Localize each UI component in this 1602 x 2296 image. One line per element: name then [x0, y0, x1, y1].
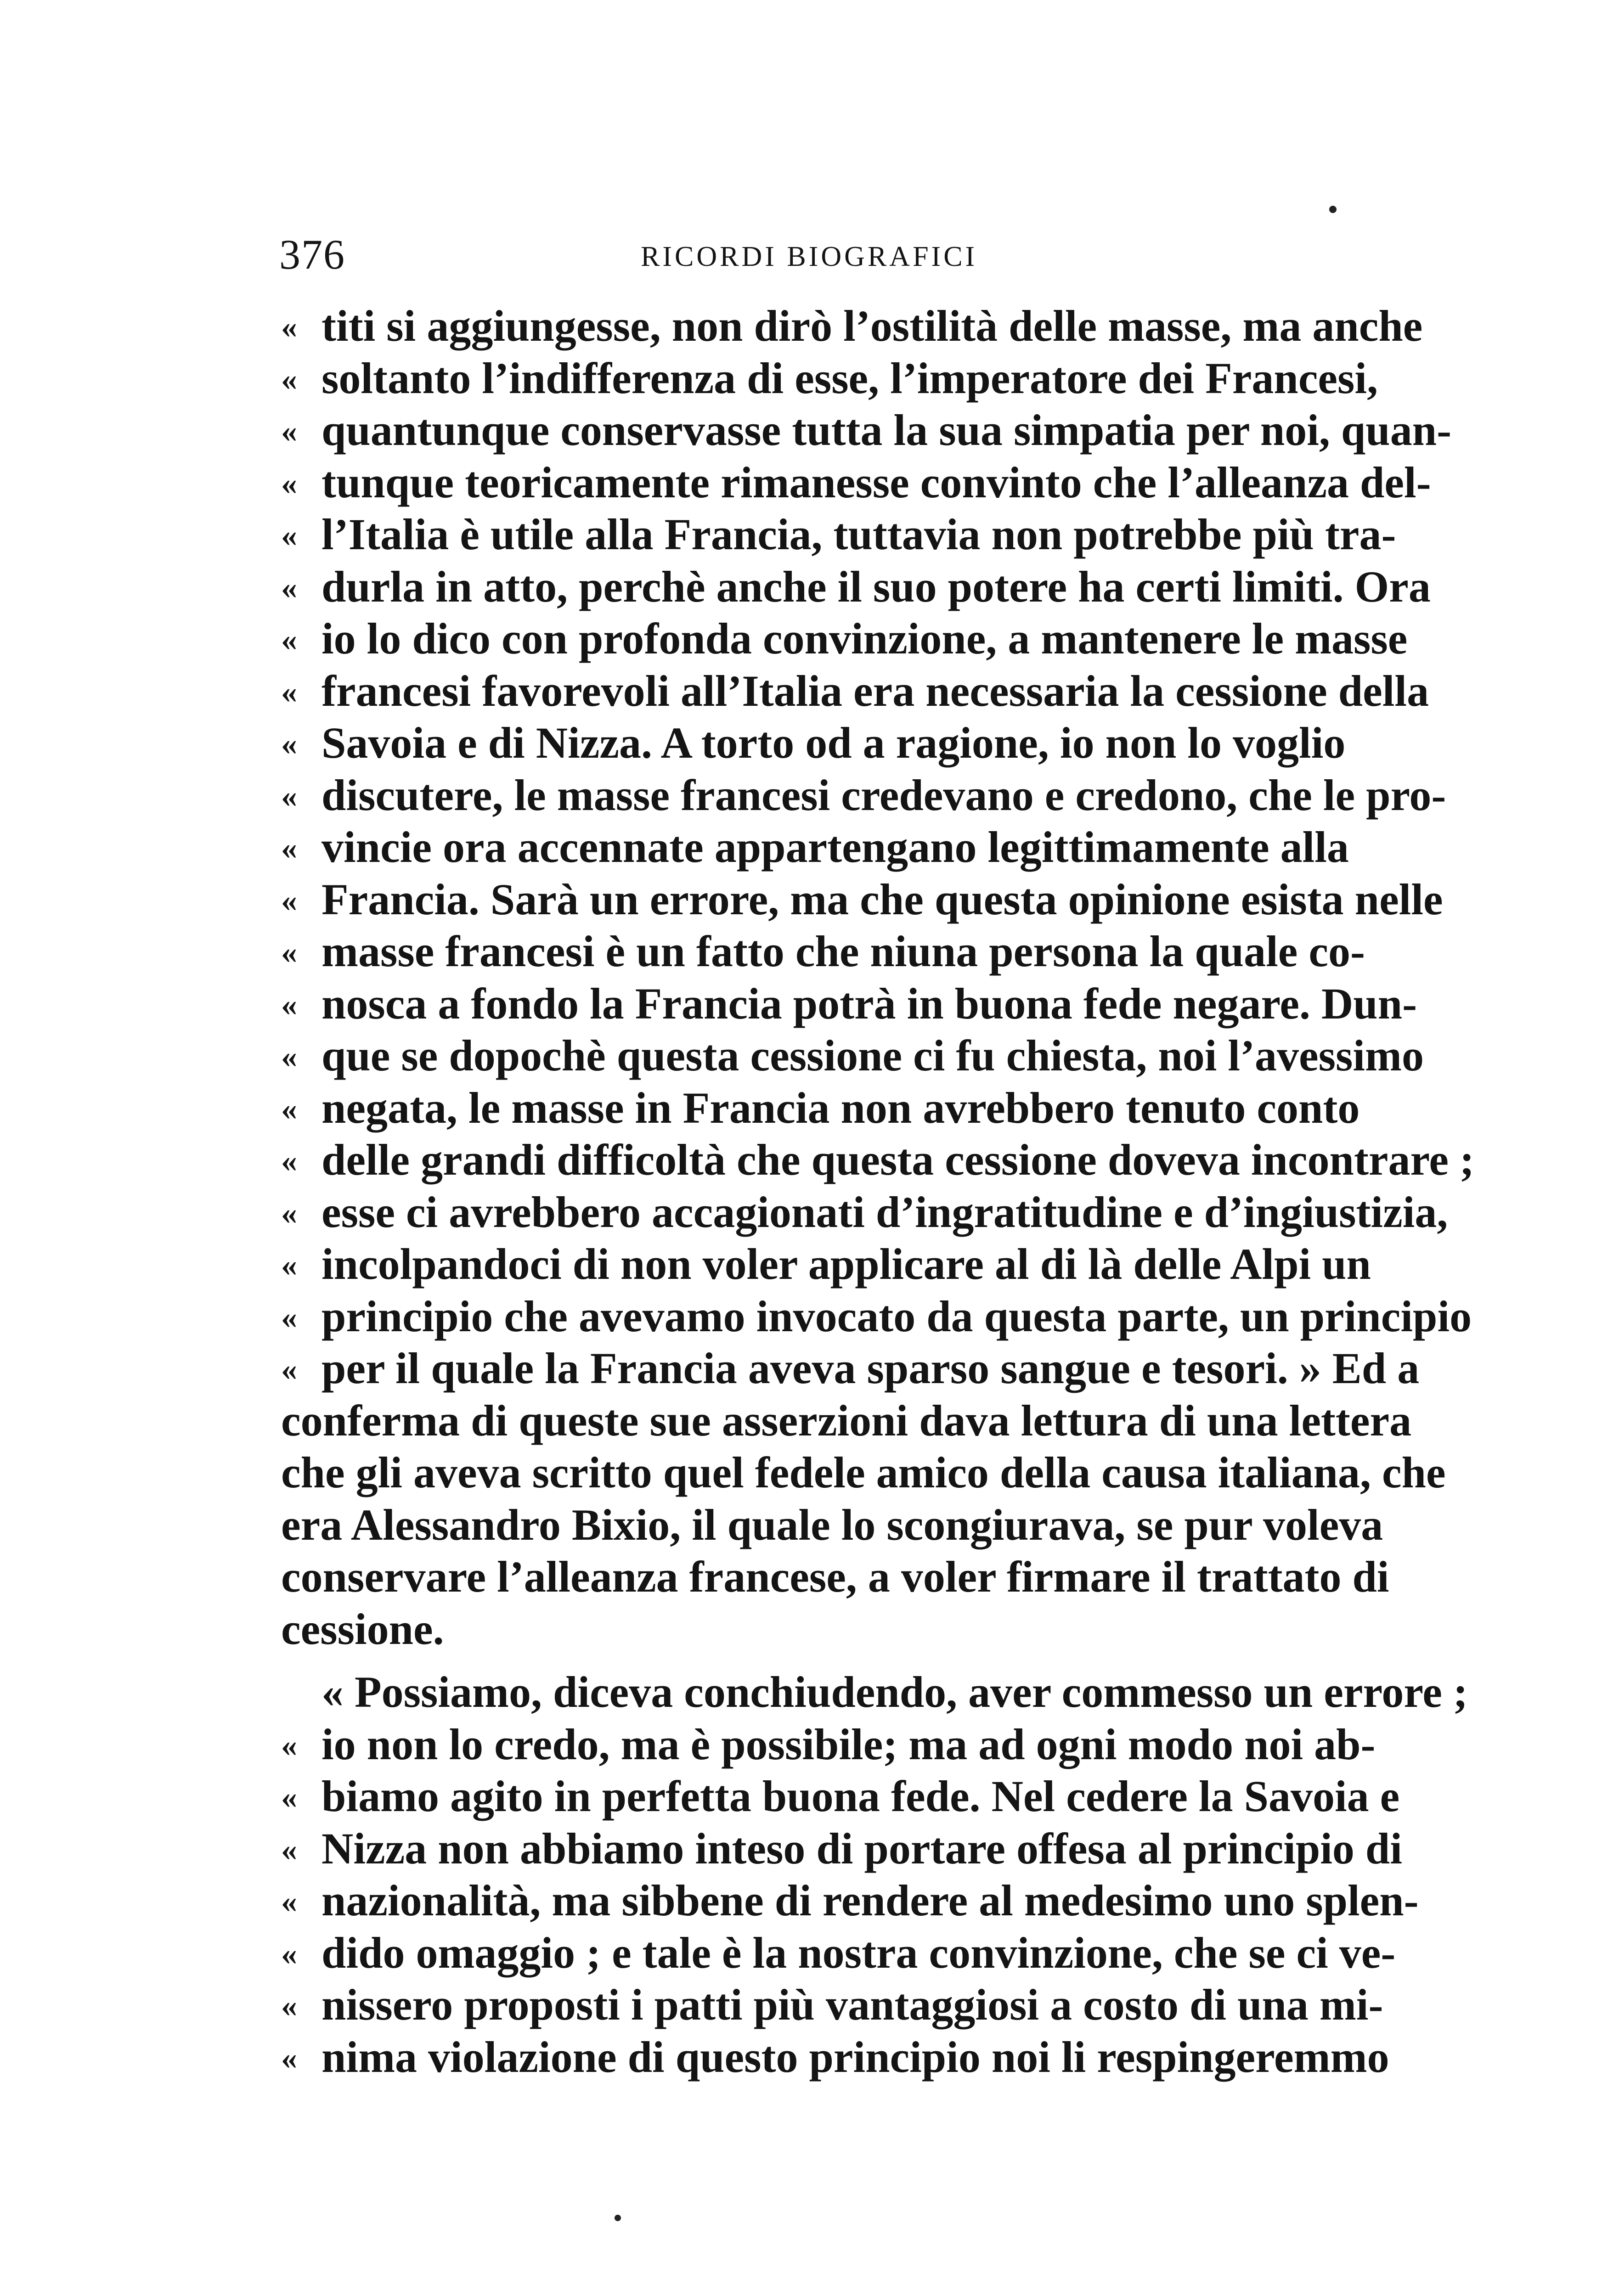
quote-mark: «	[281, 1780, 297, 1815]
quote-mark: «	[281, 361, 297, 397]
text-line: io non lo credo, ma è possibile; ma ad ogni modo noi ab-	[322, 1719, 1376, 1769]
text-line: l’Italia è utile alla Francia, tuttavia non potrebbe più tra-	[322, 510, 1396, 559]
text-line: delle grandi difficoltà che questa cessione doveva incontrare ;	[322, 1135, 1474, 1184]
quote-mark: «	[281, 778, 297, 814]
text-line: masse francesi è un fatto che niuna persona la quale co-	[322, 927, 1365, 976]
quote-mark: «	[281, 883, 297, 918]
text-line: que se dopochè questa cessione ci fu chiesta, noi l’avessimo	[322, 1031, 1424, 1080]
text-line: « Possiamo, diceva conchiudendo, aver commesso un errore ;	[322, 1667, 1468, 1716]
text-line: incolpandoci di non voler applicare al di là delle Alpi un	[322, 1239, 1371, 1289]
ink-speck	[1329, 206, 1337, 213]
quote-mark: «	[281, 2040, 297, 2076]
page-number: 376	[279, 231, 345, 278]
quote-mark: «	[281, 1728, 297, 1763]
text-line: vincie ora accennate appartengano legittimamente alla	[322, 822, 1349, 872]
quote-mark: «	[281, 1039, 297, 1075]
quote-mark: «	[281, 1936, 297, 1972]
running-head: RICORDI BIOGRAFICI	[641, 241, 978, 272]
quote-mark: «	[281, 1300, 297, 1335]
text-line: io lo dico con profonda convinzione, a mantenere le masse	[322, 614, 1408, 663]
quote-mark: «	[281, 1248, 297, 1283]
text-line: tunque teoricamente rimanesse convinto che l’alleanza del-	[322, 457, 1431, 507]
text-line: Francia. Sarà un errore, ma che questa opinione esista nelle	[322, 874, 1443, 924]
text-line: negata, le masse in Francia non avrebbero tenuto conto	[322, 1083, 1360, 1132]
text-line: Nizza non abbiamo inteso di portare offesa al principio di	[322, 1823, 1402, 1873]
quote-mark: «	[281, 831, 297, 866]
text-line: nosca a fondo la Francia potrà in buona fede negare. Dun-	[322, 979, 1417, 1028]
text-line: esse ci avrebbero accagionati d’ingratitudine e d’ingiustizia,	[322, 1187, 1448, 1237]
text-line: conservare l’alleanza francese, a voler firmare il trattato di	[281, 1552, 1389, 1601]
text-line: che gli aveva scritto quel fedele amico della causa italiana, che	[281, 1448, 1446, 1497]
quote-mark: «	[281, 1091, 297, 1127]
text-line: conferma di queste sue asserzioni dava lettura di una lettera	[281, 1396, 1412, 1445]
ink-speck	[615, 2215, 621, 2221]
text-line: durla in atto, perchè anche il suo potere ha certi limiti. Ora	[322, 562, 1431, 611]
quote-mark: «	[281, 935, 297, 970]
text-line: principio che avevamo invocato da questa parte, un principio	[322, 1291, 1472, 1341]
quote-mark: «	[281, 1832, 297, 1868]
text-line: nissero proposti i patti più vantaggiosi a costo di una mi-	[322, 1980, 1383, 2029]
quote-mark: «	[281, 570, 297, 606]
quote-mark: «	[281, 1143, 297, 1179]
text-line: dido omaggio ; e tale è la nostra convinzione, che se ci ve-	[322, 1928, 1396, 1977]
quote-mark: «	[281, 726, 297, 762]
quote-mark: «	[281, 414, 297, 449]
text-line: nazionalità, ma sibbene di rendere al medesimo uno splen-	[322, 1876, 1419, 1925]
quote-mark: «	[281, 310, 297, 345]
quote-mark: «	[281, 987, 297, 1023]
text-line: per il quale la Francia aveva sparso sangue e tesori. » Ed a	[322, 1344, 1420, 1393]
quote-mark: «	[281, 1884, 297, 1919]
quote-mark: «	[281, 466, 297, 501]
text-line: quantunque conservasse tutta la sua simpatia per noi, quan-	[322, 405, 1452, 455]
quote-mark: «	[281, 1352, 297, 1387]
quote-mark: «	[281, 1988, 297, 2024]
text-line: cessione.	[281, 1604, 444, 1654]
text-line: era Alessandro Bixio, il quale lo scongiurava, se pur voleva	[281, 1500, 1383, 1549]
text-line: discutere, le masse francesi credevano e credono, che le pro-	[322, 770, 1446, 820]
quote-mark: «	[281, 1195, 297, 1231]
text-line: Savoia e di Nizza. A torto od a ragione, io non lo voglio	[322, 718, 1346, 767]
text-line: nima violazione di questo principio noi li respingeremmo	[322, 2032, 1389, 2082]
text-line: titi si aggiungesse, non dirò l’ostilità delle masse, ma anche	[322, 301, 1423, 350]
text-line: francesi favorevoli all’Italia era necessaria la cessione della	[322, 666, 1429, 715]
quote-mark: «	[281, 674, 297, 710]
text-line: biamo agito in perfetta buona fede. Nel cedere la Savoia e	[322, 1772, 1400, 1821]
text-line: soltanto l’indifferenza di esse, l’imperatore dei Francesi,	[322, 353, 1378, 403]
quote-mark: «	[281, 622, 297, 658]
quote-mark: «	[281, 518, 297, 553]
